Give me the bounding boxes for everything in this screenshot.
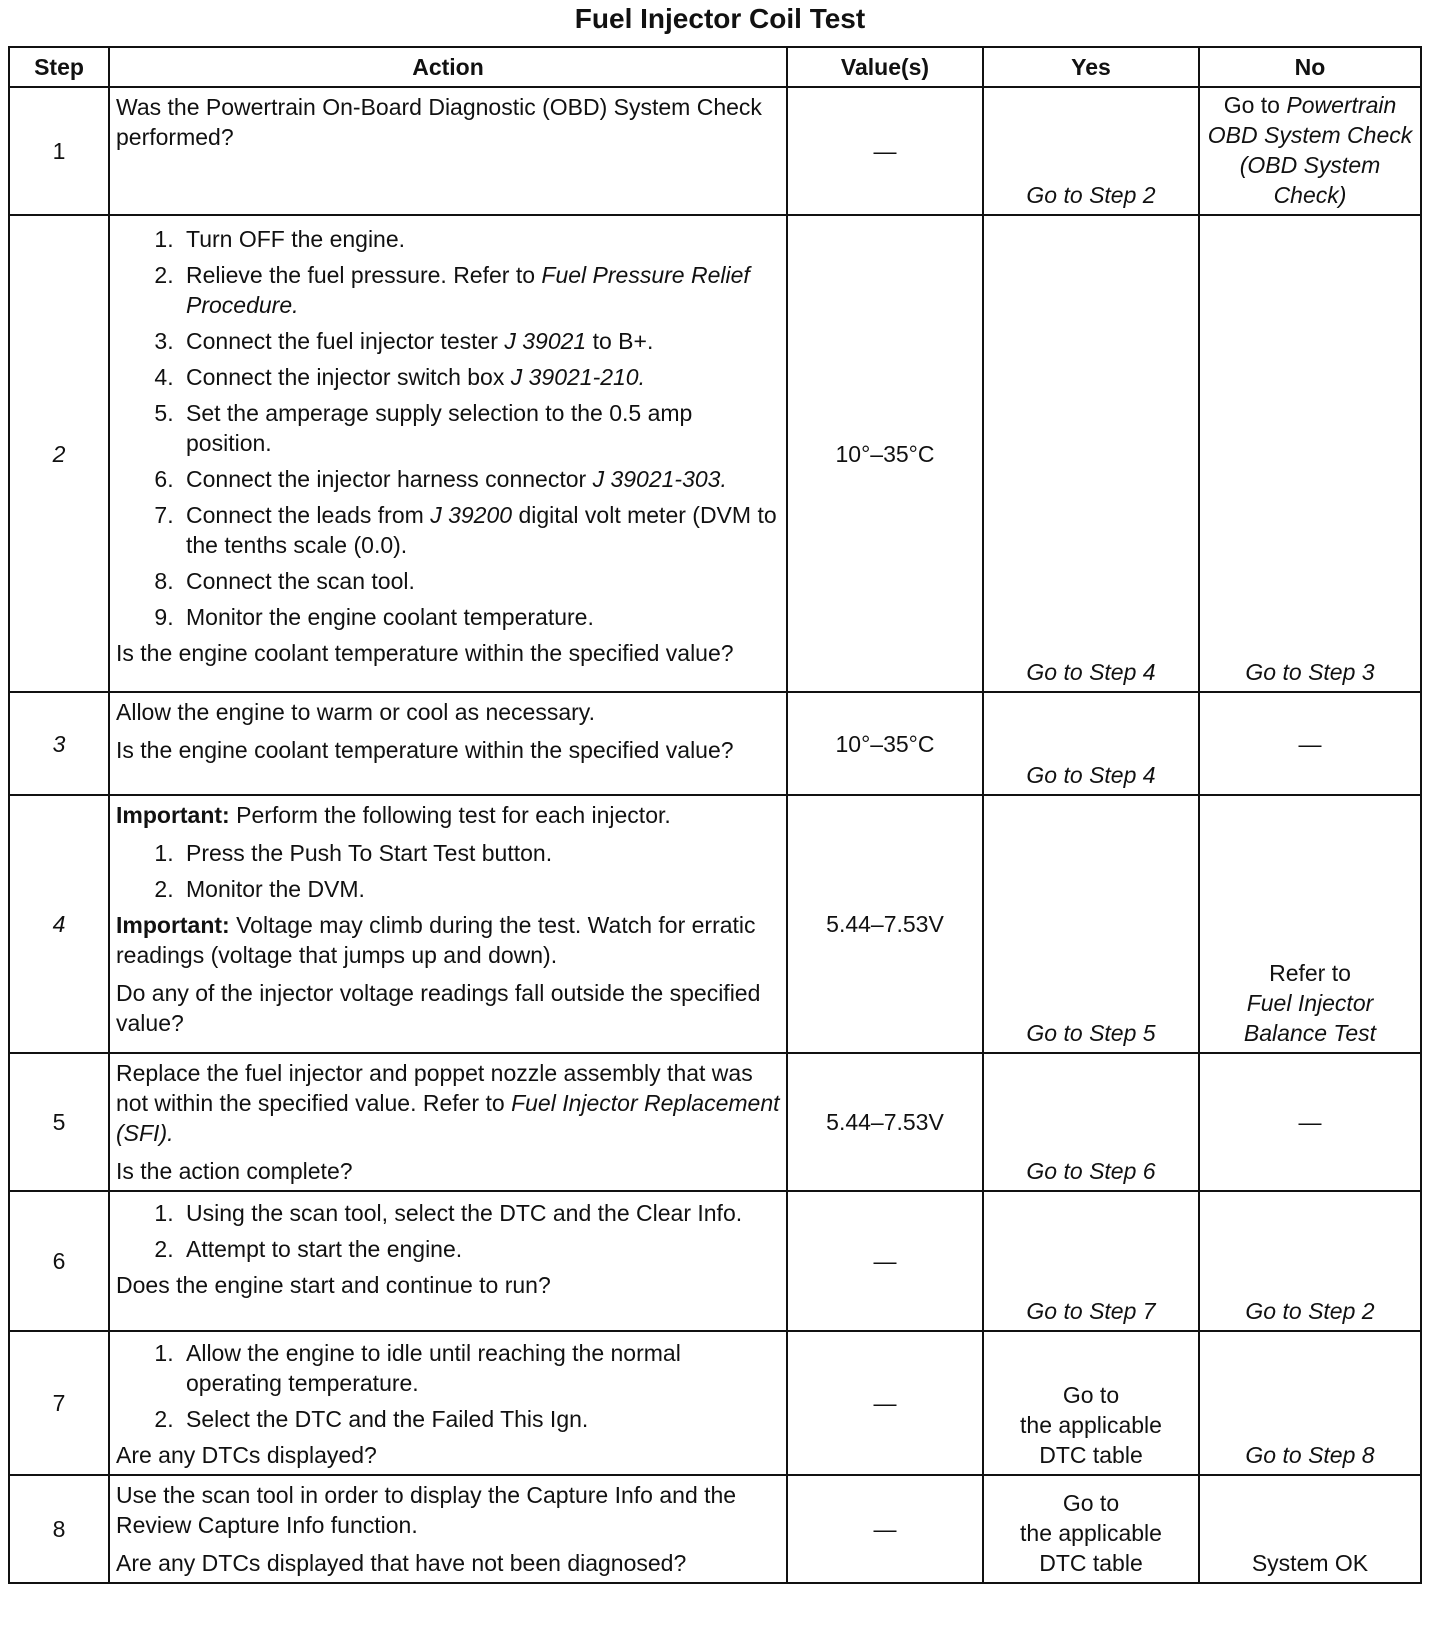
yes-link[interactable]: Go to Step 2 (983, 87, 1199, 215)
step-number: 5 (9, 1053, 109, 1191)
list-item (180, 260, 780, 320)
yes-link[interactable]: Go to Step 4 (983, 215, 1199, 692)
procedure-reference: Fuel Injector Replacement (SFI). (116, 1090, 780, 1146)
list-item: 1. Turn OFF the engine. (180, 224, 780, 254)
yes-link[interactable]: Go to Step 4 (983, 692, 1199, 795)
list-item-text: Connect the injector harness connector (186, 466, 587, 492)
no-cell: — (1199, 1053, 1421, 1191)
list-item (180, 464, 780, 494)
no-link[interactable]: Go to Step 8 (1199, 1331, 1421, 1475)
list-item: 8. Connect the scan tool. (180, 566, 780, 596)
table-row-step-4 (9, 795, 1421, 1053)
step-number: 2 (9, 215, 109, 692)
table-row-step-7 (9, 1331, 1421, 1475)
action-cell (109, 1053, 787, 1191)
question-text: Are any DTCs displayed that have not been diagnosed? (116, 1550, 687, 1576)
no-result: System OK (1199, 1475, 1421, 1583)
action-cell (109, 87, 787, 215)
action-cell (109, 1331, 787, 1475)
yes-link-line: DTC table (1039, 1442, 1143, 1468)
value-cell: 5.44–7.53V (787, 795, 983, 1053)
list-item: 1. Using the scan tool, select the DTC and the Clear Info. (180, 1198, 780, 1228)
list-item: 2. Attempt to start the engine. (180, 1234, 780, 1264)
value-cell: — (787, 87, 983, 215)
page-title: Fuel Injector Coil Test (574, 3, 866, 34)
no-link-prefix: Refer to (1269, 960, 1351, 986)
list-item: 1. Press the Push To Start Test button. (180, 838, 780, 868)
table-row-step-3 (9, 692, 1421, 795)
action-cell (109, 1475, 787, 1583)
yes-link-line: Go to (1062, 1382, 1120, 1408)
tool-reference: J 39021-210. (510, 364, 645, 390)
step-number: 4 (9, 795, 109, 1053)
list-item-text: Connect the leads from (186, 502, 424, 528)
header-action: Action (109, 47, 787, 87)
important-text: Voltage may climb during the test. Watch for erratic readings (voltage that jumps up and down). (116, 912, 756, 968)
header-yes: Yes (983, 47, 1199, 87)
step-number: 1 (9, 87, 109, 215)
procedure-reference: Fuel Pressure Relief Procedure. (186, 262, 750, 318)
table-row-step-1 (9, 87, 1421, 215)
question-text: Is the engine coolant temperature within the specified value? (116, 640, 734, 666)
action-text (116, 1058, 780, 1148)
action-list (116, 224, 780, 632)
action-cell (109, 1191, 787, 1331)
header-no: No (1199, 47, 1421, 87)
table-row-step-8 (9, 1475, 1421, 1583)
action-text: Allow the engine to warm or cool as necessary. (116, 699, 595, 725)
no-link[interactable]: Go to Step 3 (1199, 215, 1421, 692)
diagnostic-table (8, 46, 1422, 1584)
no-link-reference: Fuel Injector Balance Test (1243, 990, 1377, 1046)
yes-link[interactable]: Go to Step 7 (983, 1191, 1199, 1331)
action-list (116, 1198, 780, 1264)
list-item: 9. Monitor the engine coolant temperature. (180, 602, 780, 632)
list-item: 2. Select the DTC and the Failed This Ign. (180, 1404, 780, 1434)
yes-link[interactable] (983, 1475, 1199, 1583)
list-item-text: Relieve the fuel pressure. Refer to (186, 262, 536, 288)
yes-link[interactable]: Go to Step 6 (983, 1053, 1199, 1191)
important-text: Perform the following test for each injector. (236, 802, 671, 828)
no-link[interactable] (1199, 87, 1421, 215)
table-row-step-6 (9, 1191, 1421, 1331)
list-item (180, 326, 780, 356)
important-note (116, 800, 780, 830)
action-cell (109, 692, 787, 795)
action-text: Use the scan tool in order to display the Capture Info and the Review Capture Info function. (116, 1482, 737, 1538)
no-cell: — (1199, 692, 1421, 795)
yes-link[interactable]: Go to Step 5 (983, 795, 1199, 1053)
question-text: Is the engine coolant temperature within the specified value? (116, 737, 734, 763)
yes-link-line: DTC table (1039, 1550, 1143, 1576)
tool-reference: J 39021 (504, 328, 587, 354)
list-item-text: Connect the injector switch box (186, 364, 505, 390)
header-values: Value(s) (787, 47, 983, 87)
important-label: Important: (116, 912, 230, 938)
yes-link-line: Go to (1062, 1490, 1120, 1516)
table-row-step-2 (9, 215, 1421, 692)
list-item (180, 500, 780, 560)
no-link-reference: Powertrain OBD System Check (OBD System Check) (1207, 92, 1413, 208)
yes-link[interactable] (983, 1331, 1199, 1475)
action-cell (109, 795, 787, 1053)
question-text: Are any DTCs displayed? (116, 1442, 377, 1468)
list-item-text: digital volt meter (DVM to the tenths scale (0.0). (186, 502, 777, 558)
list-item (180, 362, 780, 392)
no-link-prefix: Go to (1223, 92, 1280, 118)
step-number: 6 (9, 1191, 109, 1331)
list-item-text: to B+. (592, 328, 654, 354)
tool-reference: J 39200 (430, 502, 513, 528)
action-text-body: Replace the fuel injector and poppet nozzle assembly that was not within the specified value. Refer to (116, 1060, 753, 1116)
action-cell (109, 215, 787, 692)
yes-link-line: the applicable (1020, 1412, 1162, 1438)
list-item: 1. Allow the engine to idle until reaching the normal operating temperature. (180, 1338, 780, 1398)
value-cell: — (787, 1191, 983, 1331)
action-list (116, 1338, 780, 1434)
question-text: Is the action complete? (116, 1158, 353, 1184)
value-cell: 10°–35°C (787, 215, 983, 692)
list-item: 5. Set the amperage supply selection to the 0.5 amp position. (180, 398, 780, 458)
yes-link-line: the applicable (1020, 1520, 1162, 1546)
no-link[interactable] (1199, 795, 1421, 1053)
question-text: Do any of the injector voltage readings fall outside the specified value? (116, 980, 761, 1036)
table-row-step-5 (9, 1053, 1421, 1191)
step-number: 7 (9, 1331, 109, 1475)
question-text: Does the engine start and continue to run? (116, 1272, 551, 1298)
table-header-row (9, 47, 1421, 87)
action-text: Was the Powertrain On-Board Diagnostic (OBD) System Check performed? (116, 94, 762, 150)
list-item: 2. Monitor the DVM. (180, 874, 780, 904)
step-number: 8 (9, 1475, 109, 1583)
value-cell: 10°–35°C (787, 692, 983, 795)
value-cell: — (787, 1331, 983, 1475)
list-item-text: Connect the fuel injector tester (186, 328, 498, 354)
no-link[interactable]: Go to Step 2 (1199, 1191, 1421, 1331)
important-label: Important: (116, 802, 230, 828)
value-cell: 5.44–7.53V (787, 1053, 983, 1191)
step-number: 3 (9, 692, 109, 795)
action-list (116, 838, 780, 904)
important-note (116, 910, 780, 970)
tool-reference: J 39021-303. (592, 466, 727, 492)
value-cell: — (787, 1475, 983, 1583)
header-step: Step (9, 47, 109, 87)
